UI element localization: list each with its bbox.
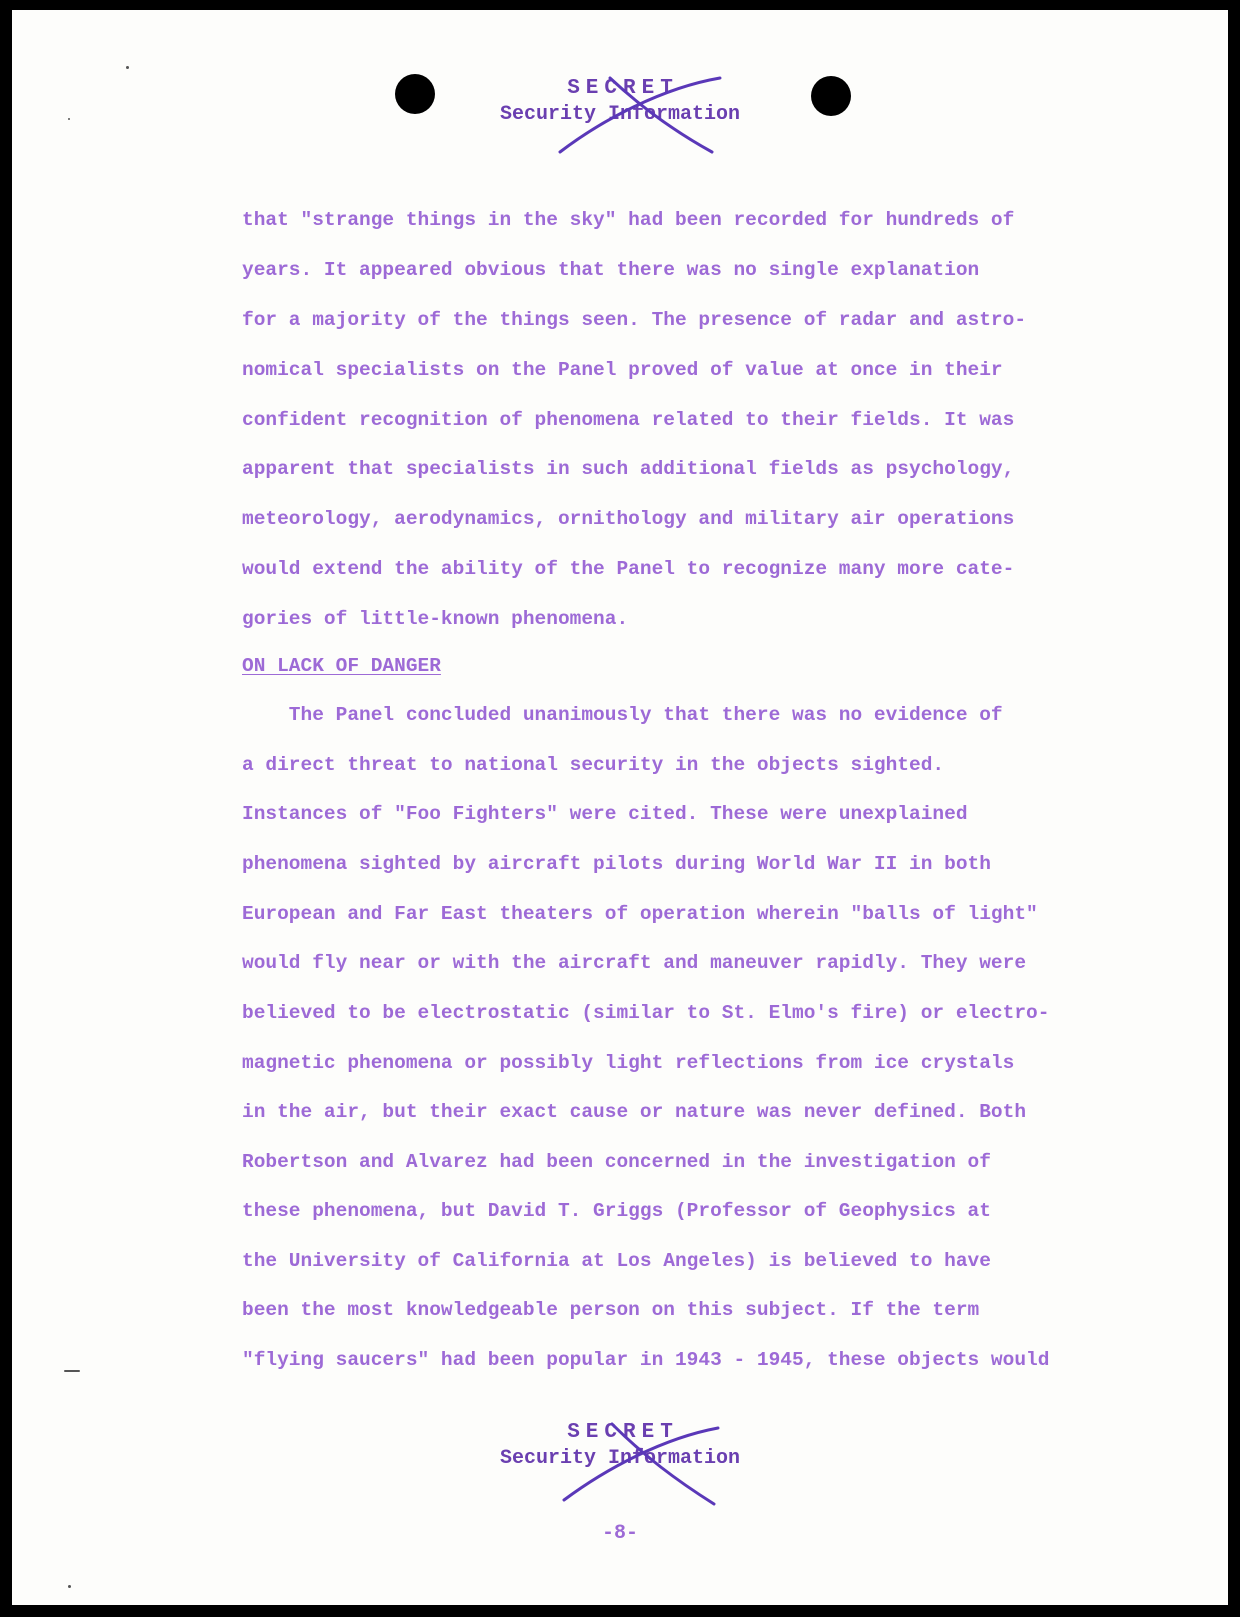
text-line: gories of little-known phenomena. (242, 608, 629, 630)
text-line: magnetic phenomena or possibly light reflections from ice crystals (242, 1052, 1015, 1074)
scan-speck (68, 1585, 71, 1588)
text-line: phenomena sighted by aircraft pilots during World War II in both (242, 853, 991, 875)
text-line: been the most knowledgeable person on this subject. If the term (242, 1299, 980, 1321)
header-strike-mark-icon (552, 70, 732, 170)
text-line: meteorology, aerodynamics, ornithology and military air operations (242, 508, 1015, 530)
page-number: -8- (601, 1522, 638, 1545)
text-line: the University of California at Los Angeles) is believed to have (242, 1250, 991, 1272)
scan-speck (64, 1370, 80, 1372)
text-line: a direct threat to national security in the objects sighted. (242, 754, 945, 776)
text-line: for a majority of the things seen. The presence of radar and astro- (242, 309, 1027, 331)
text-line: that "strange things in the sky" had been recorded for hundreds of (242, 209, 1015, 231)
header-classification: SECRET (567, 77, 679, 100)
header-caveat: Security Information (499, 103, 741, 126)
section-heading: ON LACK OF DANGER (242, 655, 441, 677)
text-line: apparent that specialists in such additional fields as psychology, (242, 458, 1015, 480)
text-line: nomical specialists on the Panel proved of value at once in their (242, 359, 1003, 381)
text-line: in the air, but their exact cause or nature was never defined. Both (242, 1101, 1027, 1123)
footer-classification: SECRET (567, 1421, 679, 1444)
text-line: confident recognition of phenomena related to their fields. It was (242, 409, 1015, 431)
text-line: Instances of "Foo Fighters" were cited. These were unexplained (242, 803, 968, 825)
text-line: would fly near or with the aircraft and maneuver rapidly. They were (242, 952, 1027, 974)
text-line: European and Far East theaters of operation wherein "balls of light" (242, 903, 1038, 925)
text-line: "flying saucers" had been popular in 1943 - 1945, these objects would (242, 1349, 1050, 1371)
text-line: The Panel concluded unanimously that there was no evidence of (242, 704, 1003, 726)
text-line: believed to be electrostatic (similar to St. Elmo's fire) or electro- (242, 1002, 1050, 1024)
scan-speck (126, 66, 129, 69)
text-line: these phenomena, but David T. Griggs (Professor of Geophysics at (242, 1200, 991, 1222)
footer-strike-mark-icon (552, 1416, 732, 1516)
text-line: Robertson and Alvarez had been concerned in the investigation of (242, 1151, 991, 1173)
text-line: years. It appeared obvious that there was no single explanation (242, 259, 980, 281)
scan-speck (68, 118, 70, 120)
document-page (12, 10, 1228, 1605)
footer-caveat: Security Information (499, 1447, 741, 1470)
text-line: would extend the ability of the Panel to recognize many more cate- (242, 558, 1015, 580)
